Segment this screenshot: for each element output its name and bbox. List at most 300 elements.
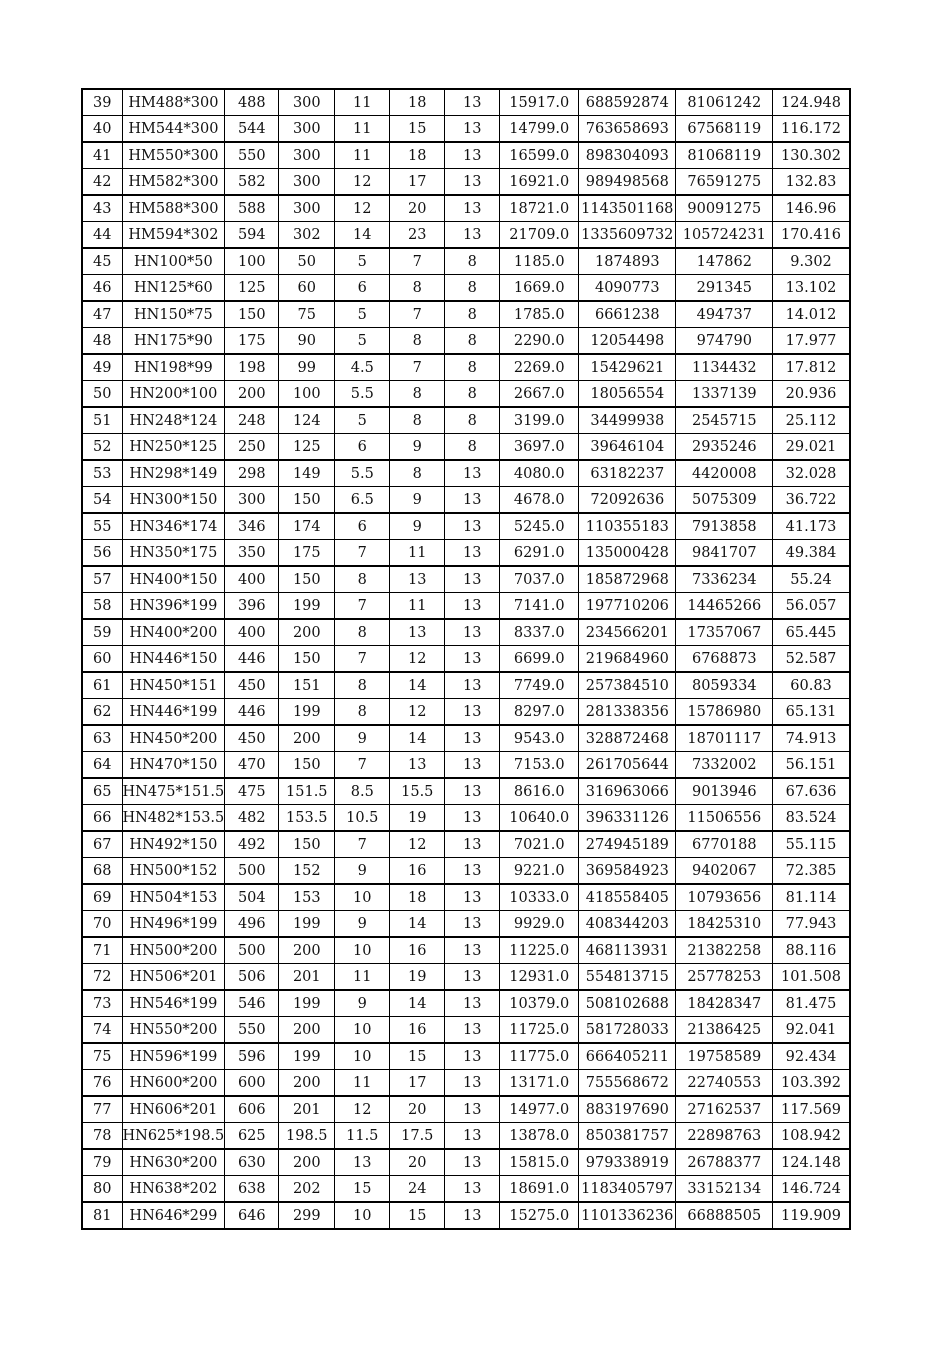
cell-height: 446 — [225, 699, 279, 726]
cell-designation: HN346*174 — [122, 513, 225, 540]
cell-row-number: 71 — [82, 937, 122, 964]
cell-moment-y: 105724231 — [676, 222, 773, 249]
table-row — [82, 725, 850, 752]
cell-moment-x: 110355183 — [579, 513, 676, 540]
cell-flange-thickness: 15 — [390, 1043, 445, 1070]
cell-weight: 92.041 — [773, 1017, 850, 1044]
table-row — [82, 619, 850, 646]
cell-radius: 13 — [445, 778, 500, 805]
cell-designation: HN450*200 — [122, 725, 225, 752]
table-row — [82, 778, 850, 805]
cell-height: 450 — [225, 672, 279, 699]
cell-radius: 13 — [445, 487, 500, 514]
cell-designation: HN546*199 — [122, 990, 225, 1017]
cell-flange-thickness: 18 — [390, 89, 445, 116]
table-body — [82, 89, 850, 1229]
cell-flange-thickness: 17.5 — [390, 1123, 445, 1150]
cell-web-thickness: 14 — [335, 222, 390, 249]
cell-moment-x: 508102688 — [579, 990, 676, 1017]
cell-height: 400 — [225, 566, 279, 593]
cell-moment-x: 850381757 — [579, 1123, 676, 1150]
table-row — [82, 964, 850, 991]
cell-width: 200 — [279, 1017, 335, 1044]
cell-height: 488 — [225, 89, 279, 116]
cell-web-thickness: 6 — [335, 275, 390, 302]
cell-area: 7141.0 — [500, 593, 579, 620]
table-row — [82, 407, 850, 434]
cell-row-number: 45 — [82, 248, 122, 275]
cell-row-number: 49 — [82, 354, 122, 381]
cell-height: 200 — [225, 381, 279, 408]
cell-height: 606 — [225, 1096, 279, 1123]
cell-height: 346 — [225, 513, 279, 540]
table-row — [82, 1017, 850, 1044]
cell-moment-x: 1183405797 — [579, 1176, 676, 1203]
cell-radius: 13 — [445, 222, 500, 249]
cell-web-thickness: 10 — [335, 1017, 390, 1044]
cell-width: 300 — [279, 116, 335, 143]
cell-height: 150 — [225, 301, 279, 328]
cell-width: 99 — [279, 354, 335, 381]
cell-area: 18691.0 — [500, 1176, 579, 1203]
cell-moment-y: 974790 — [676, 328, 773, 355]
cell-flange-thickness: 17 — [390, 169, 445, 196]
cell-weight: 101.508 — [773, 964, 850, 991]
cell-width: 300 — [279, 142, 335, 169]
table-row — [82, 116, 850, 143]
cell-designation: HN125*60 — [122, 275, 225, 302]
cell-moment-y: 90091275 — [676, 195, 773, 222]
cell-area: 11775.0 — [500, 1043, 579, 1070]
cell-row-number: 64 — [82, 752, 122, 779]
cell-radius: 13 — [445, 964, 500, 991]
cell-height: 446 — [225, 646, 279, 673]
cell-area: 3199.0 — [500, 407, 579, 434]
table-row — [82, 540, 850, 567]
cell-width: 150 — [279, 752, 335, 779]
cell-radius: 13 — [445, 699, 500, 726]
cell-weight: 88.116 — [773, 937, 850, 964]
cell-height: 596 — [225, 1043, 279, 1070]
cell-flange-thickness: 9 — [390, 434, 445, 461]
cell-moment-x: 1335609732 — [579, 222, 676, 249]
cell-designation: HN606*201 — [122, 1096, 225, 1123]
cell-row-number: 81 — [82, 1202, 122, 1229]
cell-width: 199 — [279, 911, 335, 938]
cell-area: 12931.0 — [500, 964, 579, 991]
cell-moment-x: 408344203 — [579, 911, 676, 938]
cell-height: 198 — [225, 354, 279, 381]
cell-width: 199 — [279, 990, 335, 1017]
cell-web-thickness: 11 — [335, 89, 390, 116]
cell-width: 150 — [279, 566, 335, 593]
cell-row-number: 79 — [82, 1149, 122, 1176]
cell-weight: 117.569 — [773, 1096, 850, 1123]
cell-web-thickness: 6.5 — [335, 487, 390, 514]
table-row — [82, 911, 850, 938]
cell-area: 6291.0 — [500, 540, 579, 567]
cell-flange-thickness: 24 — [390, 1176, 445, 1203]
cell-designation: HN482*153.5 — [122, 805, 225, 832]
cell-flange-thickness: 12 — [390, 646, 445, 673]
cell-web-thickness: 5 — [335, 407, 390, 434]
cell-row-number: 52 — [82, 434, 122, 461]
cell-radius: 13 — [445, 884, 500, 911]
cell-radius: 13 — [445, 752, 500, 779]
cell-area: 4080.0 — [500, 460, 579, 487]
cell-flange-thickness: 9 — [390, 513, 445, 540]
cell-moment-x: 979338919 — [579, 1149, 676, 1176]
cell-height: 646 — [225, 1202, 279, 1229]
cell-height: 504 — [225, 884, 279, 911]
cell-flange-thickness: 7 — [390, 301, 445, 328]
cell-flange-thickness: 11 — [390, 593, 445, 620]
cell-designation: HN470*150 — [122, 752, 225, 779]
table-row — [82, 195, 850, 222]
table-row — [82, 248, 850, 275]
cell-moment-x: 763658693 — [579, 116, 676, 143]
table-row — [82, 513, 850, 540]
cell-radius: 13 — [445, 1202, 500, 1229]
cell-web-thickness: 10 — [335, 937, 390, 964]
cell-web-thickness: 9 — [335, 858, 390, 885]
cell-height: 100 — [225, 248, 279, 275]
cell-area: 9543.0 — [500, 725, 579, 752]
cell-designation: HM594*302 — [122, 222, 225, 249]
cell-width: 150 — [279, 831, 335, 858]
cell-designation: HN550*200 — [122, 1017, 225, 1044]
cell-row-number: 69 — [82, 884, 122, 911]
cell-designation: HN646*299 — [122, 1202, 225, 1229]
cell-row-number: 72 — [82, 964, 122, 991]
cell-flange-thickness: 8 — [390, 275, 445, 302]
cell-height: 500 — [225, 937, 279, 964]
cell-weight: 9.302 — [773, 248, 850, 275]
cell-designation: HN504*153 — [122, 884, 225, 911]
table-row — [82, 222, 850, 249]
cell-radius: 13 — [445, 195, 500, 222]
cell-radius: 13 — [445, 116, 500, 143]
cell-width: 201 — [279, 964, 335, 991]
table-row — [82, 354, 850, 381]
cell-moment-y: 21382258 — [676, 937, 773, 964]
cell-radius: 13 — [445, 89, 500, 116]
cell-height: 470 — [225, 752, 279, 779]
cell-weight: 81.114 — [773, 884, 850, 911]
cell-moment-y: 22898763 — [676, 1123, 773, 1150]
cell-row-number: 78 — [82, 1123, 122, 1150]
cell-flange-thickness: 11 — [390, 540, 445, 567]
cell-weight: 67.636 — [773, 778, 850, 805]
cell-height: 630 — [225, 1149, 279, 1176]
cell-area: 18721.0 — [500, 195, 579, 222]
cell-row-number: 76 — [82, 1070, 122, 1097]
table-row — [82, 805, 850, 832]
cell-weight: 81.475 — [773, 990, 850, 1017]
cell-moment-x: 328872468 — [579, 725, 676, 752]
cell-row-number: 53 — [82, 460, 122, 487]
cell-web-thickness: 6 — [335, 434, 390, 461]
cell-designation: HN638*202 — [122, 1176, 225, 1203]
table-row — [82, 831, 850, 858]
cell-moment-y: 67568119 — [676, 116, 773, 143]
cell-designation: HN400*200 — [122, 619, 225, 646]
cell-moment-y: 494737 — [676, 301, 773, 328]
cell-moment-x: 581728033 — [579, 1017, 676, 1044]
cell-height: 600 — [225, 1070, 279, 1097]
cell-weight: 65.131 — [773, 699, 850, 726]
cell-height: 625 — [225, 1123, 279, 1150]
cell-flange-thickness: 13 — [390, 566, 445, 593]
cell-radius: 13 — [445, 858, 500, 885]
cell-area: 11225.0 — [500, 937, 579, 964]
cell-web-thickness: 7 — [335, 646, 390, 673]
cell-height: 125 — [225, 275, 279, 302]
cell-moment-y: 1134432 — [676, 354, 773, 381]
cell-radius: 8 — [445, 275, 500, 302]
cell-web-thickness: 5.5 — [335, 381, 390, 408]
cell-width: 152 — [279, 858, 335, 885]
cell-radius: 8 — [445, 301, 500, 328]
cell-width: 150 — [279, 646, 335, 673]
cell-width: 75 — [279, 301, 335, 328]
cell-designation: HN496*199 — [122, 911, 225, 938]
cell-height: 544 — [225, 116, 279, 143]
cell-area: 3697.0 — [500, 434, 579, 461]
cell-height: 550 — [225, 1017, 279, 1044]
cell-moment-x: 261705644 — [579, 752, 676, 779]
cell-web-thickness: 7 — [335, 540, 390, 567]
cell-area: 7037.0 — [500, 566, 579, 593]
cell-moment-y: 76591275 — [676, 169, 773, 196]
cell-area: 16921.0 — [500, 169, 579, 196]
cell-flange-thickness: 15 — [390, 116, 445, 143]
cell-weight: 55.24 — [773, 566, 850, 593]
cell-weight: 17.977 — [773, 328, 850, 355]
cell-width: 201 — [279, 1096, 335, 1123]
cell-flange-thickness: 8 — [390, 328, 445, 355]
cell-flange-thickness: 14 — [390, 911, 445, 938]
cell-web-thickness: 15 — [335, 1176, 390, 1203]
cell-web-thickness: 8 — [335, 619, 390, 646]
cell-row-number: 59 — [82, 619, 122, 646]
cell-web-thickness: 13 — [335, 1149, 390, 1176]
cell-moment-y: 25778253 — [676, 964, 773, 991]
cell-designation: HN446*199 — [122, 699, 225, 726]
cell-height: 550 — [225, 142, 279, 169]
cell-width: 200 — [279, 619, 335, 646]
cell-area: 9221.0 — [500, 858, 579, 885]
cell-radius: 13 — [445, 460, 500, 487]
cell-moment-x: 281338356 — [579, 699, 676, 726]
cell-web-thickness: 7 — [335, 752, 390, 779]
cell-flange-thickness: 15.5 — [390, 778, 445, 805]
cell-weight: 72.385 — [773, 858, 850, 885]
cell-width: 100 — [279, 381, 335, 408]
cell-weight: 36.722 — [773, 487, 850, 514]
cell-radius: 8 — [445, 381, 500, 408]
cell-row-number: 70 — [82, 911, 122, 938]
cell-width: 200 — [279, 1149, 335, 1176]
cell-radius: 13 — [445, 619, 500, 646]
cell-flange-thickness: 18 — [390, 142, 445, 169]
cell-width: 153.5 — [279, 805, 335, 832]
cell-area: 1785.0 — [500, 301, 579, 328]
cell-width: 124 — [279, 407, 335, 434]
cell-height: 396 — [225, 593, 279, 620]
cell-designation: HN500*200 — [122, 937, 225, 964]
cell-moment-x: 219684960 — [579, 646, 676, 673]
cell-moment-x: 197710206 — [579, 593, 676, 620]
cell-designation: HN250*125 — [122, 434, 225, 461]
cell-area: 15275.0 — [500, 1202, 579, 1229]
cell-area: 4678.0 — [500, 487, 579, 514]
cell-width: 153 — [279, 884, 335, 911]
cell-web-thickness: 5 — [335, 328, 390, 355]
cell-width: 198.5 — [279, 1123, 335, 1150]
cell-moment-x: 4090773 — [579, 275, 676, 302]
cell-web-thickness: 11 — [335, 116, 390, 143]
cell-height: 248 — [225, 407, 279, 434]
cell-area: 10640.0 — [500, 805, 579, 832]
cell-moment-x: 316963066 — [579, 778, 676, 805]
cell-moment-y: 4420008 — [676, 460, 773, 487]
cell-weight: 130.302 — [773, 142, 850, 169]
cell-row-number: 67 — [82, 831, 122, 858]
cell-moment-x: 12054498 — [579, 328, 676, 355]
cell-row-number: 77 — [82, 1096, 122, 1123]
cell-weight: 108.942 — [773, 1123, 850, 1150]
cell-height: 175 — [225, 328, 279, 355]
cell-width: 60 — [279, 275, 335, 302]
cell-width: 200 — [279, 937, 335, 964]
cell-radius: 13 — [445, 1096, 500, 1123]
cell-row-number: 57 — [82, 566, 122, 593]
cell-weight: 103.392 — [773, 1070, 850, 1097]
cell-area: 1185.0 — [500, 248, 579, 275]
cell-designation: HN630*200 — [122, 1149, 225, 1176]
cell-radius: 13 — [445, 1070, 500, 1097]
cell-flange-thickness: 19 — [390, 964, 445, 991]
cell-weight: 170.416 — [773, 222, 850, 249]
cell-flange-thickness: 16 — [390, 1017, 445, 1044]
cell-width: 149 — [279, 460, 335, 487]
cell-moment-x: 39646104 — [579, 434, 676, 461]
cell-web-thickness: 6 — [335, 513, 390, 540]
table-row — [82, 566, 850, 593]
cell-weight: 146.96 — [773, 195, 850, 222]
cell-row-number: 75 — [82, 1043, 122, 1070]
table-row — [82, 1149, 850, 1176]
cell-moment-x: 688592874 — [579, 89, 676, 116]
cell-flange-thickness: 16 — [390, 858, 445, 885]
cell-flange-thickness: 20 — [390, 195, 445, 222]
cell-moment-x: 234566201 — [579, 619, 676, 646]
cell-moment-x: 396331126 — [579, 805, 676, 832]
cell-row-number: 50 — [82, 381, 122, 408]
cell-height: 582 — [225, 169, 279, 196]
cell-radius: 8 — [445, 407, 500, 434]
cell-moment-x: 554813715 — [579, 964, 676, 991]
cell-weight: 41.173 — [773, 513, 850, 540]
cell-web-thickness: 10 — [335, 1043, 390, 1070]
cell-row-number: 54 — [82, 487, 122, 514]
cell-moment-y: 81061242 — [676, 89, 773, 116]
cell-row-number: 73 — [82, 990, 122, 1017]
cell-flange-thickness: 19 — [390, 805, 445, 832]
cell-width: 174 — [279, 513, 335, 540]
cell-designation: HN175*90 — [122, 328, 225, 355]
cell-weight: 17.812 — [773, 354, 850, 381]
cell-moment-x: 63182237 — [579, 460, 676, 487]
table-row — [82, 328, 850, 355]
cell-moment-x: 34499938 — [579, 407, 676, 434]
cell-moment-x: 1143501168 — [579, 195, 676, 222]
cell-web-thickness: 8 — [335, 672, 390, 699]
cell-height: 450 — [225, 725, 279, 752]
cell-designation: HN198*99 — [122, 354, 225, 381]
cell-moment-y: 9841707 — [676, 540, 773, 567]
cell-width: 150 — [279, 487, 335, 514]
cell-flange-thickness: 13 — [390, 752, 445, 779]
cell-radius: 13 — [445, 990, 500, 1017]
cell-flange-thickness: 23 — [390, 222, 445, 249]
cell-designation: HN506*201 — [122, 964, 225, 991]
cell-designation: HN396*199 — [122, 593, 225, 620]
cell-width: 300 — [279, 89, 335, 116]
cell-radius: 8 — [445, 354, 500, 381]
cell-height: 546 — [225, 990, 279, 1017]
cell-area: 1669.0 — [500, 275, 579, 302]
cell-moment-x: 989498568 — [579, 169, 676, 196]
cell-radius: 8 — [445, 328, 500, 355]
cell-moment-x: 135000428 — [579, 540, 676, 567]
cell-flange-thickness: 20 — [390, 1149, 445, 1176]
cell-width: 151 — [279, 672, 335, 699]
cell-row-number: 62 — [82, 699, 122, 726]
cell-row-number: 47 — [82, 301, 122, 328]
cell-weight: 25.112 — [773, 407, 850, 434]
cell-width: 175 — [279, 540, 335, 567]
table-row — [82, 89, 850, 116]
cell-weight: 74.913 — [773, 725, 850, 752]
cell-moment-y: 291345 — [676, 275, 773, 302]
cell-radius: 13 — [445, 1176, 500, 1203]
cell-moment-y: 26788377 — [676, 1149, 773, 1176]
cell-row-number: 51 — [82, 407, 122, 434]
cell-weight: 52.587 — [773, 646, 850, 673]
cell-weight: 29.021 — [773, 434, 850, 461]
cell-moment-x: 418558405 — [579, 884, 676, 911]
cell-web-thickness: 5 — [335, 248, 390, 275]
cell-flange-thickness: 15 — [390, 1202, 445, 1229]
cell-flange-thickness: 16 — [390, 937, 445, 964]
cell-flange-thickness: 12 — [390, 699, 445, 726]
cell-moment-x: 6661238 — [579, 301, 676, 328]
cell-radius: 13 — [445, 1043, 500, 1070]
cell-designation: HN596*199 — [122, 1043, 225, 1070]
cell-flange-thickness: 14 — [390, 990, 445, 1017]
cell-web-thickness: 12 — [335, 169, 390, 196]
cell-weight: 92.434 — [773, 1043, 850, 1070]
cell-radius: 13 — [445, 831, 500, 858]
cell-width: 151.5 — [279, 778, 335, 805]
cell-height: 588 — [225, 195, 279, 222]
cell-width: 302 — [279, 222, 335, 249]
cell-web-thickness: 11 — [335, 1070, 390, 1097]
cell-row-number: 56 — [82, 540, 122, 567]
cell-web-thickness: 8 — [335, 699, 390, 726]
